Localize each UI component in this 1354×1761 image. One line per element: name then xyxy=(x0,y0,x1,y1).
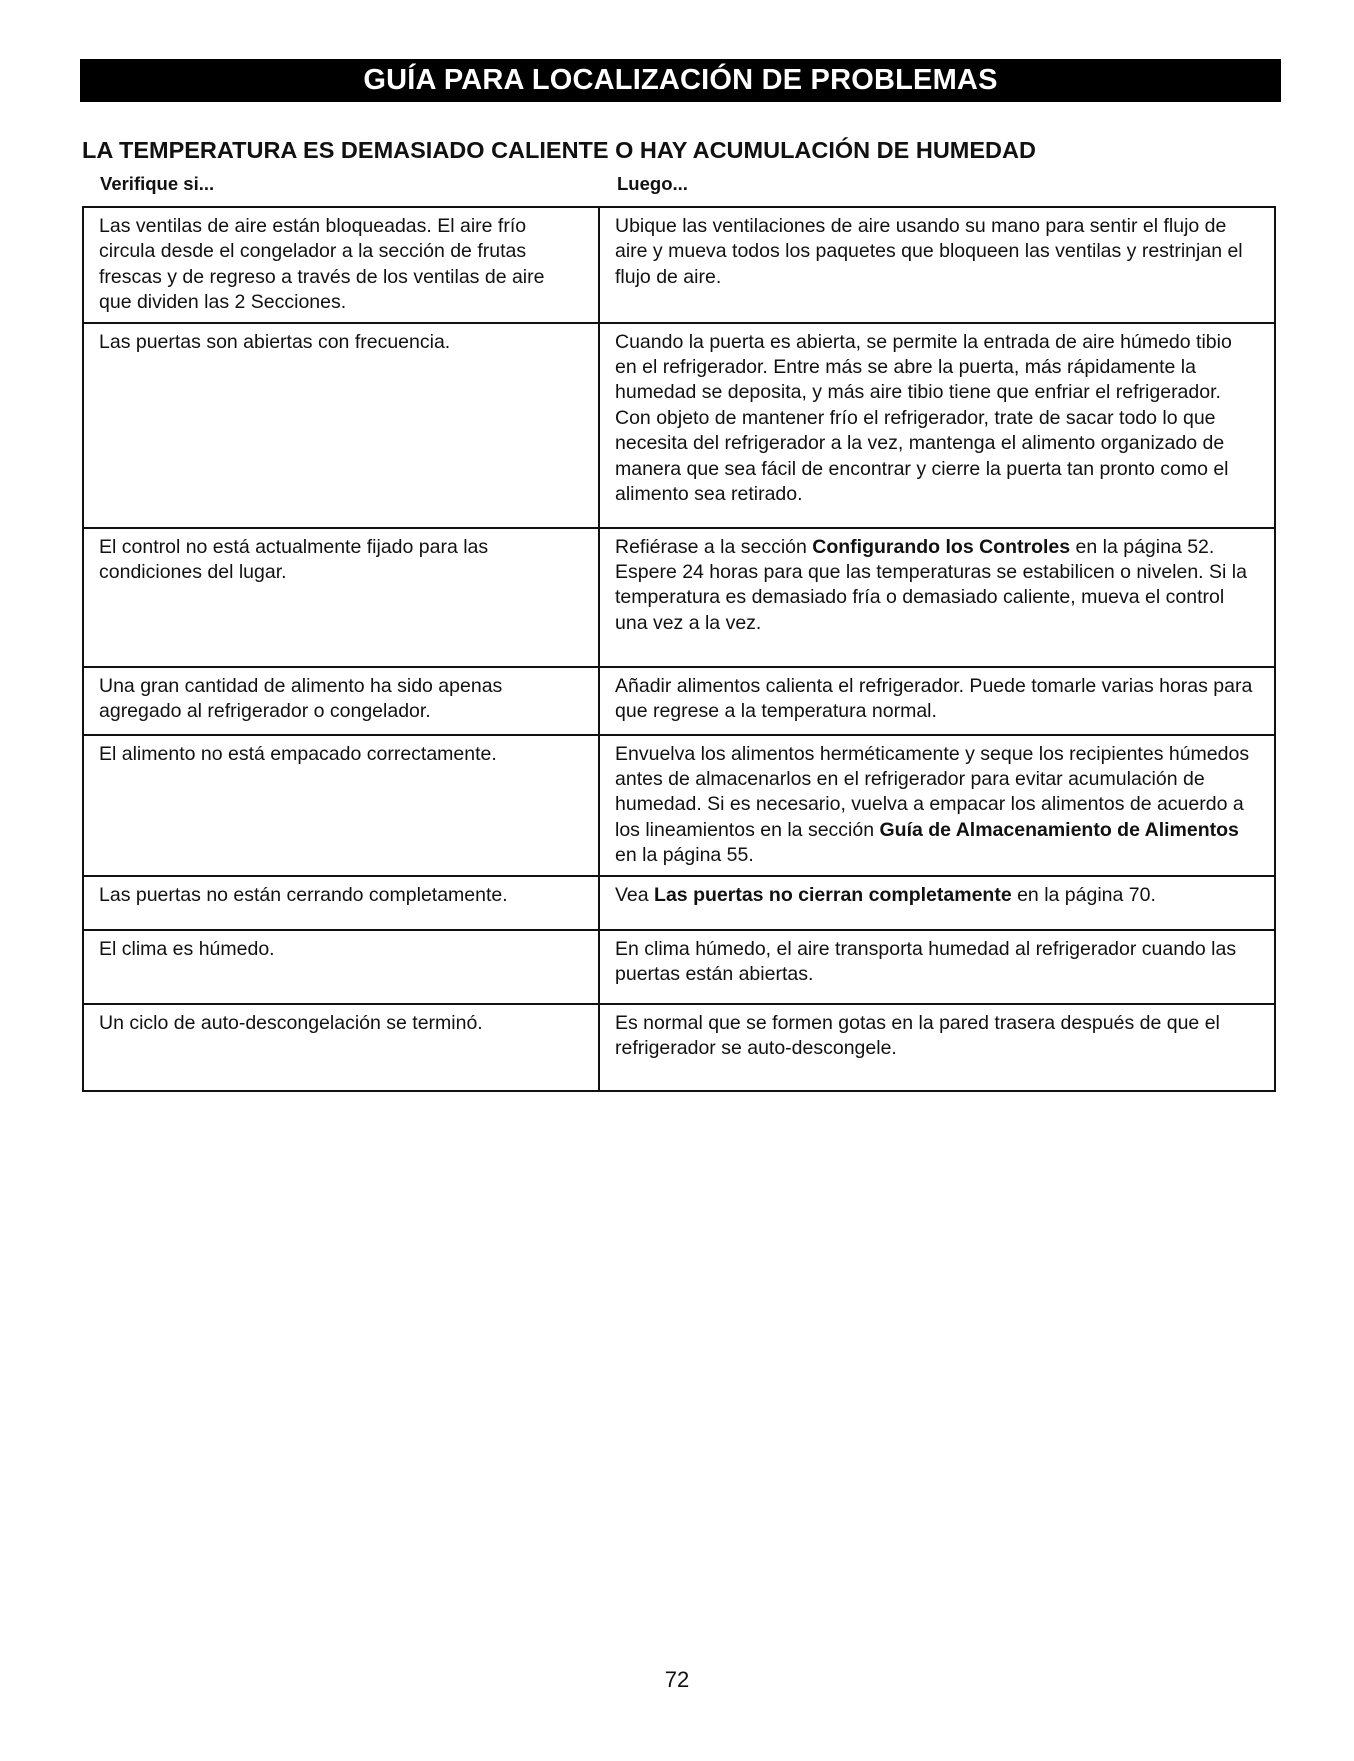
solution-cell xyxy=(599,930,1275,1004)
check-cell: Un ciclo de auto-descongelación se terminó. xyxy=(83,1004,599,1091)
table-row xyxy=(83,323,1275,528)
table-row xyxy=(83,528,1275,667)
check-cell: Las ventilas de aire están bloqueadas. El aire frío circula desde el congelador a la sección de frutas frescas y de regreso a través de los ventilas de aire que dividen las 2 Secciones. xyxy=(83,207,599,323)
table-row xyxy=(83,876,1275,930)
check-cell: El alimento no está empacado correctamente. xyxy=(83,735,599,876)
solution-cell xyxy=(599,528,1275,667)
solution-text: en la página 52. xyxy=(1070,535,1215,558)
solution-text: Ubique las ventilaciones de aire usando su mano para sentir el flujo de aire y mueva todos los paquetes que bloqueen las ventilas y restrinjan el flujo de aire. xyxy=(615,215,1243,288)
table-row xyxy=(83,1004,1275,1091)
solution-text: Cuando la puerta es abierta, se permite la entrada de aire húmedo tibio en el refrigerador. Entre más se abre la puerta, más rápidamente la humedad se deposita, y más aire tibio tiene que enfriar el refrigerador. Con objeto de mantener frío el refrigerador, trate de sacar todo lo que necesita del refrigerador a la vez, mantenga el alimento organizado de manera que sea fácil de encontrar y cierre la puerta tan pronto como el alimento sea retirado. xyxy=(615,330,1232,506)
solution-text: Vea xyxy=(615,883,655,906)
section-title: LA TEMPERATURA ES DEMASIADO CALIENTE O HAY ACUMULACIÓN DE HUMEDAD xyxy=(82,137,1036,163)
solution-text: En clima húmedo, el aire transporta humedad al refrigerador cuando las puertas están abiertas. xyxy=(615,937,1237,986)
column-header-check: Verifique si... xyxy=(100,173,215,194)
section-reference: Configurando los Controles xyxy=(812,535,1071,558)
column-header-then: Luego... xyxy=(617,173,688,194)
solution-cell xyxy=(599,667,1275,735)
solution-text: Envuelva los alimentos herméticamente y seque los recipientes húmedos antes de almacenarlos en el refrigerador para evitar acumulación de humedad. Si es necesario, vuelva a empacar los alimentos de acuerdo a los lineamientos en la sección xyxy=(615,742,1250,841)
troubleshooting-table xyxy=(82,206,1276,1092)
page-banner: GUÍA PARA LOCALIZACIÓN DE PROBLEMAS xyxy=(80,59,1281,102)
solution-cell xyxy=(599,207,1275,323)
table-row xyxy=(83,735,1275,876)
table-row xyxy=(83,930,1275,1004)
check-cell: Una gran cantidad de alimento ha sido apenas agregado al refrigerador o congelador. xyxy=(83,667,599,735)
page-number: 72 xyxy=(664,1667,690,1692)
solution-cell xyxy=(599,323,1275,528)
solution-text: Espere 24 horas para que las temperaturas se estabilicen o nivelen. Si la temperatura es demasiado fría o demasiado caliente, mueva el control una vez a la vez. xyxy=(615,561,1247,634)
solution-text: Añadir alimentos calienta el refrigerador. Puede tomarle varias horas para que regrese a la temperatura normal. xyxy=(615,674,1253,723)
check-cell: Las puertas no están cerrando completamente. xyxy=(83,876,599,930)
solution-cell xyxy=(599,876,1275,930)
solution-cell xyxy=(599,735,1275,876)
solution-text: Refiérase a la sección xyxy=(615,535,813,558)
solution-cell xyxy=(599,1004,1275,1091)
solution-text: Es normal que se formen gotas en la pared trasera después de que el refrigerador se auto-descongele. xyxy=(615,1011,1220,1060)
section-reference: Las puertas no cierran completamente xyxy=(654,883,1012,906)
check-cell: El clima es húmedo. xyxy=(83,930,599,1004)
table-row xyxy=(83,667,1275,735)
check-cell: El control no está actualmente fijado para las condiciones del lugar. xyxy=(83,528,599,667)
solution-text: en la página 55. xyxy=(615,844,754,867)
table-row xyxy=(83,207,1275,323)
check-cell: Las puertas son abiertas con frecuencia. xyxy=(83,323,599,528)
section-reference: Guía de Almacenamiento de Alimentos xyxy=(879,818,1239,841)
solution-text: en la página 70. xyxy=(1011,883,1156,906)
